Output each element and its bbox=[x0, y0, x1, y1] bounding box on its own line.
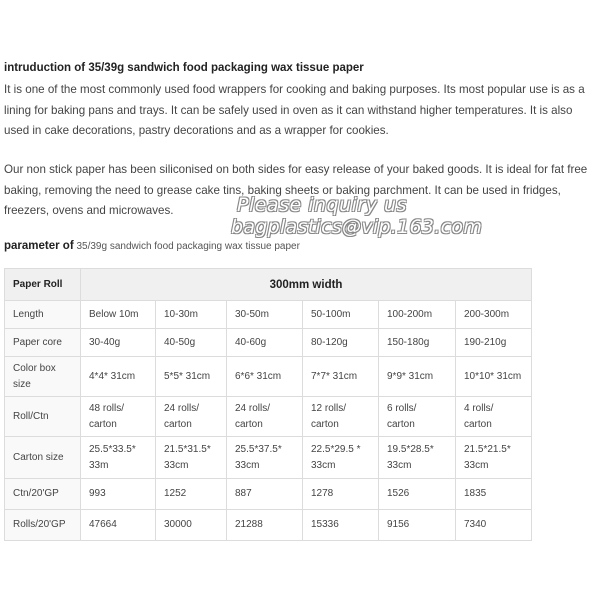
table-cell: 22.5*29.5 * 33cm bbox=[303, 437, 379, 479]
table-cell: 200-300m bbox=[456, 301, 532, 329]
row-label: Color box size bbox=[5, 357, 81, 397]
table-cell: 887 bbox=[227, 479, 303, 510]
table-cell: 40-60g bbox=[227, 329, 303, 357]
table-row bbox=[5, 397, 532, 437]
table-cell: 24 rolls/ carton bbox=[227, 397, 303, 437]
table-row bbox=[5, 510, 532, 541]
table-cell: 5*5* 31cm bbox=[156, 357, 227, 397]
watermark-email: bagplastics@vip.163.com bbox=[231, 216, 483, 238]
table-cell: 50-100m bbox=[303, 301, 379, 329]
row-label: Length bbox=[5, 301, 81, 329]
parameter-title-rest: 35/39g sandwich food packaging wax tissue paper bbox=[73, 241, 300, 252]
table-cell: 21288 bbox=[227, 510, 303, 541]
table-cell: 40-50g bbox=[156, 329, 227, 357]
table-row bbox=[5, 437, 532, 479]
table-cell: 993 bbox=[81, 479, 156, 510]
table-cell: 30-50m bbox=[227, 301, 303, 329]
table-cell: 6 rolls/ carton bbox=[379, 397, 456, 437]
table-cell: 25.5*37.5* 33cm bbox=[227, 437, 303, 479]
table-cell: 15336 bbox=[303, 510, 379, 541]
table-cell: 1252 bbox=[156, 479, 227, 510]
table-row bbox=[5, 479, 532, 510]
table-row bbox=[5, 357, 532, 397]
table-cell: 21.5*31.5* 33cm bbox=[156, 437, 227, 479]
intro-paragraph-1: It is one of the most commonly used food wrappers for cooking and baking purposes. Its most popular use is as a lining for baking pans and trays. It can be safely used in oven as it can withstand higher temperatures. It is also used in cake decorations, pastry decorations and as a wrapper for cookies. bbox=[4, 83, 585, 137]
table-cell: 9156 bbox=[379, 510, 456, 541]
row-label: Carton size bbox=[5, 437, 81, 479]
table-cell: 12 rolls/ carton bbox=[303, 397, 379, 437]
table-cell: Below 10m bbox=[81, 301, 156, 329]
table-cell: 48 rolls/ carton bbox=[81, 397, 156, 437]
row-label: Rolls/20'GP bbox=[5, 510, 81, 541]
row-label: Paper core bbox=[5, 329, 81, 357]
table-row bbox=[5, 301, 532, 329]
intro-paragraph-2: Our non stick paper has been siliconised on both sides for easy release of your baked goods. It is ideal for fat free baking, removing the need to grease cake tins, baking sheets or baking parchment. It can be used in fridges, freezers, ovens and microwaves. bbox=[4, 163, 588, 217]
table-cell: 150-180g bbox=[379, 329, 456, 357]
header-paper-roll: Paper Roll bbox=[5, 269, 81, 301]
table-cell: 47664 bbox=[81, 510, 156, 541]
table-cell: 1278 bbox=[303, 479, 379, 510]
parameter-title bbox=[4, 236, 300, 254]
table-cell: 6*6* 31cm bbox=[227, 357, 303, 397]
table-cell: 4*4* 31cm bbox=[81, 357, 156, 397]
table-cell: 24 rolls/ carton bbox=[156, 397, 227, 437]
table-cell: 9*9* 31cm bbox=[379, 357, 456, 397]
table-cell: 30000 bbox=[156, 510, 227, 541]
table-cell: 190-210g bbox=[456, 329, 532, 357]
table-cell: 80-120g bbox=[303, 329, 379, 357]
spec-table bbox=[4, 268, 532, 541]
table-cell: 1526 bbox=[379, 479, 456, 510]
table-cell: 100-200m bbox=[379, 301, 456, 329]
header-300mm-width: 300mm width bbox=[81, 269, 532, 301]
table-cell: 10-30m bbox=[156, 301, 227, 329]
intro-heading: intruduction of 35/39g sandwich food packaging wax tissue paper bbox=[4, 62, 364, 74]
table-header-row bbox=[5, 269, 532, 301]
row-label: Roll/Ctn bbox=[5, 397, 81, 437]
parameter-title-bold: parameter of bbox=[4, 240, 74, 252]
table-cell: 21.5*21.5* 33cm bbox=[456, 437, 532, 479]
table-cell: 10*10* 31cm bbox=[456, 357, 532, 397]
table-cell: 19.5*28.5* 33cm bbox=[379, 437, 456, 479]
table-cell: 30-40g bbox=[81, 329, 156, 357]
table-cell: 1835 bbox=[456, 479, 532, 510]
row-label: Ctn/20'GP bbox=[5, 479, 81, 510]
table-cell: 7*7* 31cm bbox=[303, 357, 379, 397]
table-cell: 4 rolls/ carton bbox=[456, 397, 532, 437]
table-row bbox=[5, 329, 532, 357]
table-cell: 7340 bbox=[456, 510, 532, 541]
table-cell: 25.5*33.5* 33m bbox=[81, 437, 156, 479]
watermark-inquiry: Please inquiry us bbox=[237, 194, 407, 216]
